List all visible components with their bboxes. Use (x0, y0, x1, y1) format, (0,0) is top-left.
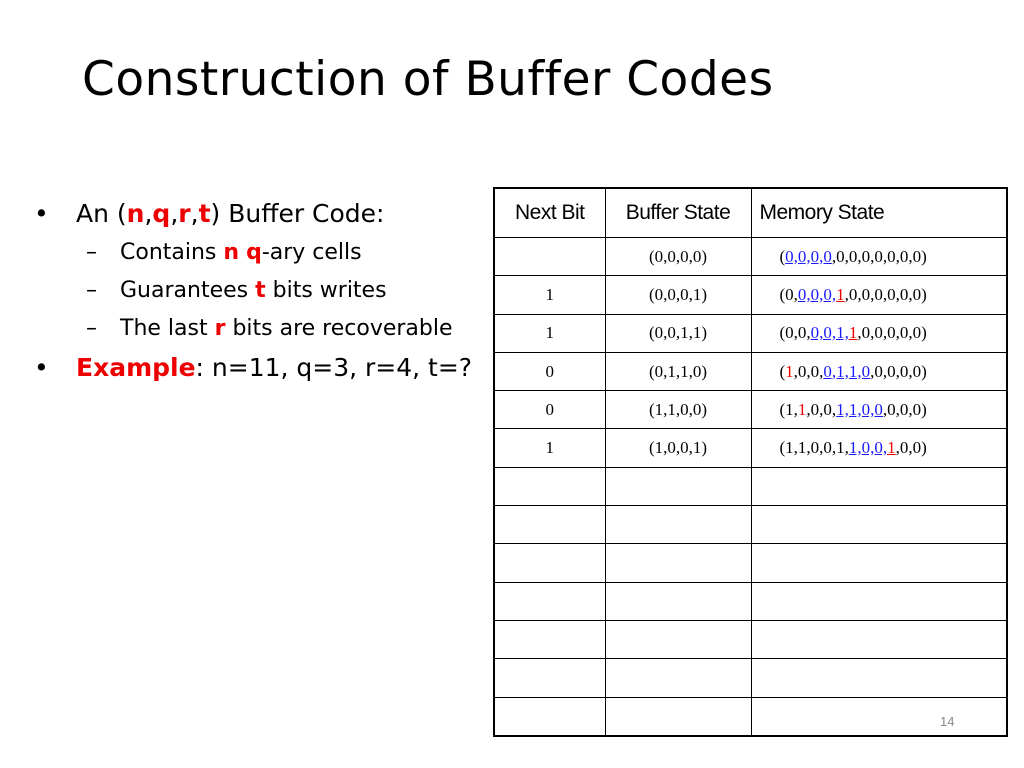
memory-segment-highlight: 0,0,1, (810, 323, 849, 343)
text: bits writes (265, 278, 387, 303)
memory-segment-highlight: 1,0,0, (848, 438, 888, 458)
memory-segment: (0, (779, 284, 798, 304)
cell-memory-state (751, 429, 1007, 467)
cell-memory-state (751, 276, 1007, 314)
table-row-empty (494, 467, 1007, 505)
cell-buffer-state: (1,1,0,0) (605, 391, 751, 429)
sub-bullet-writes (34, 274, 484, 308)
comma: , (144, 199, 153, 228)
cell-buffer-state: (0,1,1,0) (605, 352, 751, 390)
text: ) Buffer Code: (210, 199, 385, 228)
empty-cell (494, 620, 605, 658)
dash: – (86, 278, 97, 303)
param-t: t (255, 278, 266, 303)
text: An ( (76, 199, 127, 228)
slide-title: Construction of Buffer Codes (82, 52, 774, 107)
text: Contains (120, 240, 224, 265)
memory-segment: (1, (779, 399, 798, 419)
dash: – (86, 240, 97, 265)
memory-segment-highlight: 1 (785, 361, 794, 381)
memory-segment: (1,1,0,0,1, (779, 438, 849, 458)
cell-next-bit: 0 (494, 391, 605, 429)
param-r: r (214, 316, 226, 341)
table-row-empty (494, 582, 1007, 620)
memory-segment: ( (779, 246, 786, 266)
comma: , (170, 199, 179, 228)
cell-memory-state (751, 314, 1007, 352)
example-text: : n=11, q=3, r=4, t=? (195, 353, 473, 382)
cell-memory-state (751, 352, 1007, 390)
memory-segment-highlight: 0,1,1,0 (823, 361, 871, 381)
table-row (494, 429, 1007, 467)
empty-cell (494, 467, 605, 505)
empty-cell (494, 506, 605, 544)
memory-segment-highlight: 1 (797, 399, 807, 419)
bullet-example (34, 350, 484, 386)
table-header-row (494, 188, 1007, 238)
header-buffer-state: Buffer State (605, 188, 751, 238)
memory-segment-highlight: 1,1,0,0 (836, 399, 883, 419)
memory-segment: ,0,0, (793, 361, 824, 381)
table-row (494, 276, 1007, 314)
buffer-code-table (493, 187, 1008, 737)
empty-cell (751, 697, 1007, 736)
cell-memory-state (751, 238, 1007, 276)
memory-segment-highlight: 0,0,0,0 (785, 246, 832, 266)
memory-segment: ,0,0,0) (882, 399, 927, 419)
header-memory-state: Memory State (751, 188, 1007, 238)
empty-cell (605, 467, 751, 505)
cell-next-bit: 0 (494, 352, 605, 390)
header-next-bit: Next Bit (494, 188, 605, 238)
empty-cell (605, 544, 751, 582)
cell-next-bit (494, 238, 605, 276)
memory-segment: ( (779, 361, 786, 381)
cell-buffer-state: (0,0,0,0) (605, 238, 751, 276)
example-label: Example (76, 353, 196, 382)
param-n: n (223, 240, 240, 265)
space (239, 240, 246, 265)
dash: – (86, 316, 97, 341)
table-body (494, 238, 1007, 737)
table-row-empty (494, 659, 1007, 697)
bullet-dot: • (34, 353, 49, 382)
empty-cell (751, 659, 1007, 697)
cell-next-bit: 1 (494, 276, 605, 314)
memory-segment: ,0,0) (895, 438, 927, 458)
empty-cell (494, 582, 605, 620)
memory-segment-highlight: 1 (848, 323, 858, 343)
empty-cell (751, 467, 1007, 505)
memory-segment: ,0,0,0,0) (870, 361, 927, 381)
memory-segment-highlight: 0,0,0, (797, 284, 837, 304)
table-row (494, 314, 1007, 352)
cell-buffer-state: (1,0,0,1) (605, 429, 751, 467)
table-row (494, 352, 1007, 390)
bullet-dot: • (34, 199, 49, 228)
text: Guarantees (120, 278, 256, 303)
sub-bullet-recoverable (34, 312, 484, 346)
text: -ary cells (261, 240, 362, 265)
cell-memory-state (751, 391, 1007, 429)
memory-segment-highlight: 1 (887, 438, 896, 458)
empty-cell (751, 506, 1007, 544)
empty-cell (751, 544, 1007, 582)
bullet-list (34, 196, 484, 386)
empty-cell (605, 620, 751, 658)
table-row-empty (494, 697, 1007, 736)
empty-cell (494, 697, 605, 736)
text: The last (120, 316, 215, 341)
empty-cell (751, 582, 1007, 620)
param-n: n (126, 199, 145, 228)
param-q: q (152, 199, 171, 228)
cell-next-bit: 1 (494, 429, 605, 467)
comma: , (190, 199, 199, 228)
table-row (494, 391, 1007, 429)
param-r: r (178, 199, 191, 228)
memory-segment: ,0,0, (806, 399, 837, 419)
memory-segment: ,0,0,0,0,0) (857, 323, 927, 343)
page-number: 14 (940, 714, 955, 729)
empty-cell (494, 659, 605, 697)
memory-segment: ,0,0,0,0,0,0) (844, 284, 927, 304)
empty-cell (751, 620, 1007, 658)
empty-cell (605, 506, 751, 544)
table-row-empty (494, 544, 1007, 582)
table-row (494, 238, 1007, 276)
bullet-code-definition (34, 196, 484, 232)
table-row-empty (494, 620, 1007, 658)
cell-buffer-state: (0,0,0,1) (605, 276, 751, 314)
empty-cell (605, 697, 751, 736)
text: bits are recoverable (225, 316, 453, 341)
memory-segment-highlight: 1 (836, 284, 845, 304)
param-q: q (246, 240, 262, 265)
empty-cell (494, 544, 605, 582)
cell-buffer-state: (0,0,1,1) (605, 314, 751, 352)
param-t: t (198, 199, 211, 228)
memory-segment: (0,0, (779, 323, 811, 343)
cell-next-bit: 1 (494, 314, 605, 352)
empty-cell (605, 582, 751, 620)
memory-segment: ,0,0,0,0,0,0,0) (831, 246, 927, 266)
empty-cell (605, 659, 751, 697)
table-row-empty (494, 506, 1007, 544)
sub-bullet-cells (34, 236, 484, 270)
